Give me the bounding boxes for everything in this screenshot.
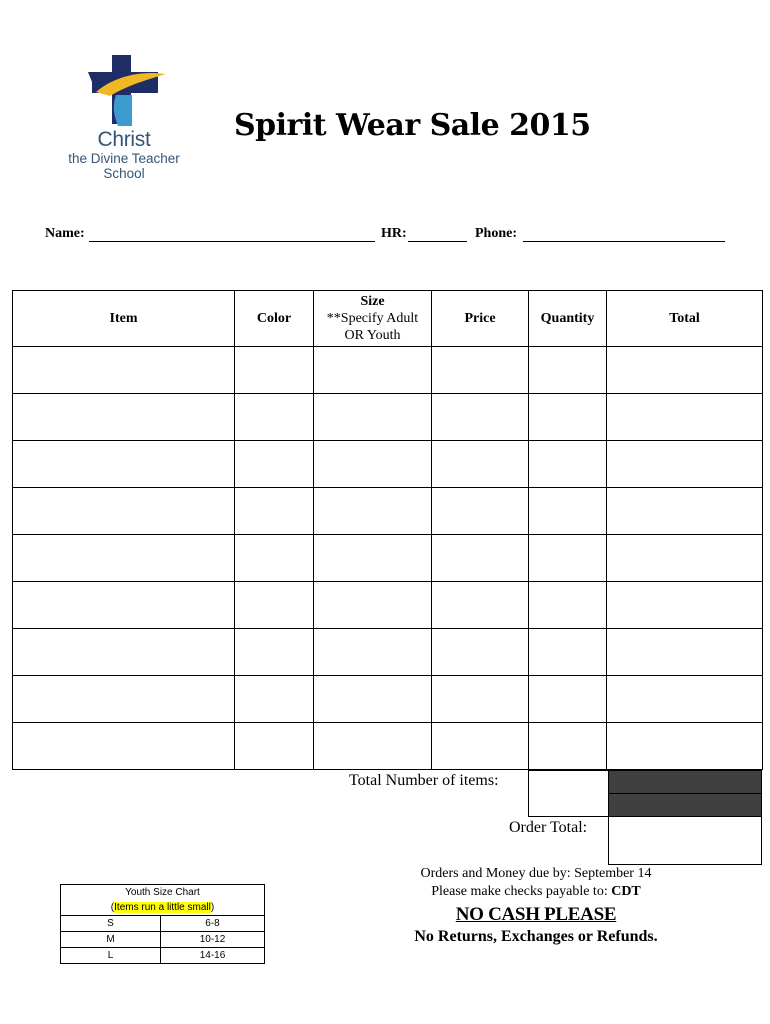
logo-word-christ: Christ xyxy=(97,128,151,151)
header-item: Item xyxy=(13,291,235,347)
name-field[interactable] xyxy=(89,241,375,242)
price-cell[interactable] xyxy=(432,394,529,441)
color-cell[interactable] xyxy=(235,441,314,488)
color-cell[interactable] xyxy=(235,629,314,676)
price-cell[interactable] xyxy=(432,629,529,676)
size-cell[interactable] xyxy=(314,441,432,488)
order-table-header xyxy=(13,291,763,347)
youth-chart-row xyxy=(61,916,265,932)
table-row xyxy=(13,629,763,676)
youth-size-label: L xyxy=(61,948,161,964)
youth-chart-row xyxy=(61,948,265,964)
quantity-cell[interactable] xyxy=(529,535,607,582)
total-items-label: Total Number of items: xyxy=(349,772,499,789)
logo-word-subtitle xyxy=(56,151,192,181)
item-cell[interactable] xyxy=(13,394,235,441)
color-cell[interactable] xyxy=(235,723,314,770)
quantity-cell[interactable] xyxy=(529,582,607,629)
hr-field[interactable] xyxy=(408,241,467,242)
youth-chart-note-highlight: Items run a little small xyxy=(114,902,211,913)
item-cell[interactable] xyxy=(13,347,235,394)
header-size-note-2: OR Youth xyxy=(344,328,401,343)
header-price: Price xyxy=(432,291,529,347)
shaded-cell-bottom xyxy=(608,793,762,817)
size-cell[interactable] xyxy=(314,629,432,676)
total-cell[interactable] xyxy=(607,394,763,441)
header-size-title: Size xyxy=(360,294,385,309)
total-cell[interactable] xyxy=(607,347,763,394)
youth-size-label: M xyxy=(61,932,161,948)
quantity-cell[interactable] xyxy=(529,394,607,441)
quantity-cell[interactable] xyxy=(529,723,607,770)
item-cell[interactable] xyxy=(13,535,235,582)
total-cell[interactable] xyxy=(607,629,763,676)
youth-size-label: S xyxy=(61,916,161,932)
table-row xyxy=(13,535,763,582)
table-row xyxy=(13,582,763,629)
phone-label: Phone: xyxy=(475,226,517,241)
price-cell[interactable] xyxy=(432,582,529,629)
order-table xyxy=(12,290,763,770)
youth-size-chart xyxy=(60,884,265,964)
youth-chart-note: (Items run a little small) xyxy=(61,900,265,916)
quantity-cell[interactable] xyxy=(529,629,607,676)
no-returns-notice: No Returns, Exchanges or Refunds. xyxy=(414,928,658,945)
order-total-label: Order Total: xyxy=(509,819,588,836)
order-total-field[interactable] xyxy=(608,816,762,865)
item-cell[interactable] xyxy=(13,723,235,770)
logo-line-school: School xyxy=(103,166,145,181)
header-quantity: Quantity xyxy=(529,291,607,347)
phone-field[interactable] xyxy=(523,241,725,242)
item-cell[interactable] xyxy=(13,441,235,488)
price-cell[interactable] xyxy=(432,347,529,394)
item-cell[interactable] xyxy=(13,582,235,629)
youth-chart-row xyxy=(61,932,265,948)
total-cell[interactable] xyxy=(607,441,763,488)
header-size-note: **Specify Adult xyxy=(326,311,419,326)
color-cell[interactable] xyxy=(235,488,314,535)
price-cell[interactable] xyxy=(432,441,529,488)
quantity-cell[interactable] xyxy=(529,488,607,535)
price-cell[interactable] xyxy=(432,723,529,770)
total-items-field[interactable] xyxy=(528,770,609,817)
size-cell[interactable] xyxy=(314,676,432,723)
youth-size-range: 10-12 xyxy=(161,932,265,948)
table-row xyxy=(13,347,763,394)
order-table-body xyxy=(13,347,763,770)
total-cell[interactable] xyxy=(607,582,763,629)
no-cash-notice: NO CASH PLEASE xyxy=(455,904,617,925)
hr-label: HR: xyxy=(381,226,407,241)
youth-chart-title: Youth Size Chart xyxy=(61,885,265,901)
quantity-cell[interactable] xyxy=(529,676,607,723)
header-total: Total xyxy=(607,291,763,347)
table-row xyxy=(13,676,763,723)
checks-payable-text: Please make checks payable to: CDT xyxy=(431,884,641,899)
total-cell[interactable] xyxy=(607,723,763,770)
price-cell[interactable] xyxy=(432,676,529,723)
cross-logo-icon xyxy=(86,50,166,130)
total-cell[interactable] xyxy=(607,676,763,723)
item-cell[interactable] xyxy=(13,488,235,535)
price-cell[interactable] xyxy=(432,535,529,582)
youth-size-range: 14-16 xyxy=(161,948,265,964)
color-cell[interactable] xyxy=(235,347,314,394)
size-cell[interactable] xyxy=(314,535,432,582)
size-cell[interactable] xyxy=(314,488,432,535)
page-title: Spirit Wear Sale 2015 xyxy=(234,108,591,143)
total-cell[interactable] xyxy=(607,488,763,535)
table-row xyxy=(13,394,763,441)
youth-size-range: 6-8 xyxy=(161,916,265,932)
name-label: Name: xyxy=(45,226,85,241)
color-cell[interactable] xyxy=(235,535,314,582)
size-cell[interactable] xyxy=(314,582,432,629)
header-size xyxy=(314,291,432,347)
quantity-cell[interactable] xyxy=(529,441,607,488)
item-cell[interactable] xyxy=(13,629,235,676)
table-row xyxy=(13,441,763,488)
total-cell[interactable] xyxy=(607,535,763,582)
shaded-cell-top xyxy=(608,770,762,794)
logo-line-divine-teacher: the Divine Teacher xyxy=(68,151,180,166)
item-cell[interactable] xyxy=(13,676,235,723)
size-cell[interactable] xyxy=(314,723,432,770)
table-row xyxy=(13,488,763,535)
color-cell[interactable] xyxy=(235,394,314,441)
size-cell[interactable] xyxy=(314,347,432,394)
header-color: Color xyxy=(235,291,314,347)
color-cell[interactable] xyxy=(235,582,314,629)
due-date-text: Orders and Money due by: September 14 xyxy=(420,866,652,881)
school-logo xyxy=(56,50,196,190)
table-row xyxy=(13,723,763,770)
payee-name: CDT xyxy=(611,884,641,899)
quantity-cell[interactable] xyxy=(529,347,607,394)
price-cell[interactable] xyxy=(432,488,529,535)
size-cell[interactable] xyxy=(314,394,432,441)
color-cell[interactable] xyxy=(235,676,314,723)
